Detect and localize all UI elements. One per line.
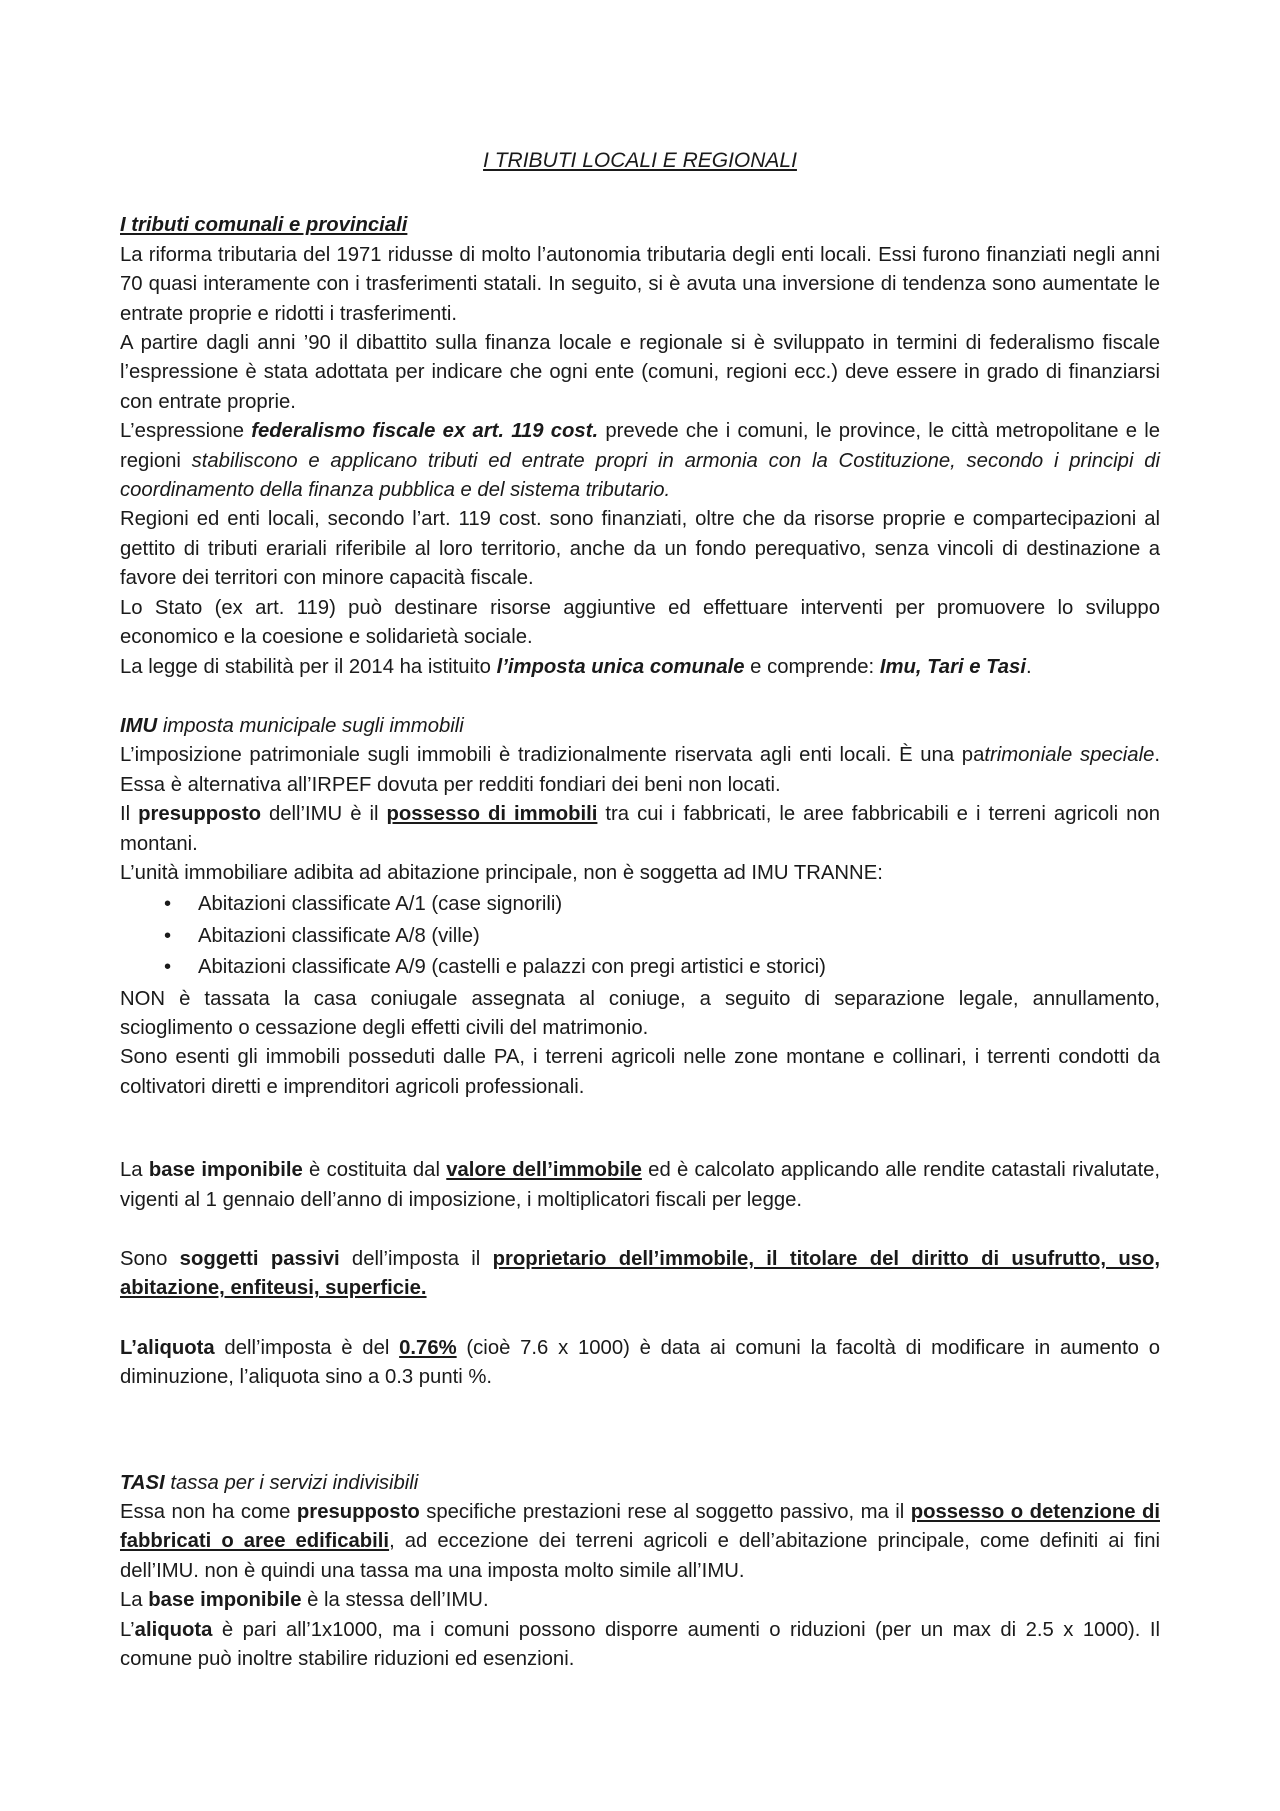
paragraph: La riforma tributaria del 1971 ridusse di molto l’autonomia tributaria degli enti locali. Essi furono finanziati negli anni 70 quasi interamente con i trasferimenti statali. In seguito, si è avuta una inversione di tendenza sono aumentate le entrate proprie e ridotti i trasferimenti. — [120, 243, 1160, 325]
list-item — [120, 953, 1160, 982]
text-run: L’espressione — [120, 420, 252, 443]
bold-text: aliquota — [134, 1618, 213, 1641]
text-run: è la stessa dell’IMU. — [301, 1589, 489, 1612]
bold-text: L’aliquota — [120, 1336, 215, 1359]
text-run: . — [1025, 655, 1032, 678]
text-run: ed è calcolato applicando alle rendite catastali rivalutate, vigenti al 1 gennaio dell’anno di imposizione, i moltiplicatori fiscali per legge. — [120, 1159, 1160, 1211]
bold-text: presupposto — [296, 1501, 420, 1524]
list-item-text: Abitazioni classificate A/8 (ville) — [198, 924, 480, 947]
text-run: La — [120, 1159, 149, 1182]
text-run: è costituita dal — [302, 1159, 447, 1182]
underlined-bold-text: valore dell’immobile — [446, 1159, 642, 1182]
paragraph — [120, 741, 1160, 800]
bullet-icon: • — [164, 956, 172, 979]
paragraph: Lo Stato (ex art. 119) può destinare risorse aggiuntive ed effettuare interventi per promuovere lo sviluppo economico e la coesione e solidarietà sociale. — [120, 596, 1160, 649]
paragraph — [120, 417, 1160, 505]
heading-italic: tassa per i servizi indivisibili — [164, 1471, 419, 1494]
section-heading-tributi-comunali: I tributi comunali e provinciali — [120, 214, 408, 237]
paragraph — [120, 800, 1160, 859]
emphasis-text: federalismo fiscale ex art. 119 cost. — [251, 420, 599, 443]
paragraph: A partire dagli anni ’90 il dibattito sulla finanza locale e regionale si è sviluppato in termini di federalismo fiscale l’espressione è stata adottata per indicare che ogni ente (comuni, regioni ecc.) deve essere in grado di finanziarsi con entrate proprie. — [120, 332, 1160, 413]
bold-text: soggetti passivi — [179, 1248, 340, 1270]
underlined-bold-text: proprietario dell’immobile, il titolare del diritto di usufrutto, uso, abitazione, enfiteusi, superficie. — [120, 1248, 1161, 1300]
list-item-text: Abitazioni classificate A/9 (castelli e palazzi con pregi artistici e storici) — [198, 956, 826, 979]
paragraph: Sono esenti gli immobili posseduti dalle PA, i terreni agricoli nelle zone montane e collinari, i terrenti condotti da coltivatori diretti e imprenditori agricoli professionali. — [120, 1046, 1160, 1098]
bullet-list — [120, 890, 1160, 982]
list-item-text: Abitazioni classificate A/1 (case signorili) — [198, 893, 563, 916]
document-title: I TRIBUTI LOCALI E REGIONALI — [483, 149, 797, 172]
list-item — [120, 922, 1160, 951]
bold-text: presupposto — [138, 803, 261, 826]
paragraph — [120, 1334, 1160, 1393]
bullet-icon: • — [164, 924, 172, 947]
bold-text: base imponibile — [148, 1159, 303, 1182]
text-run: dell’imposta è del — [214, 1336, 400, 1359]
heading-bold: TASI — [120, 1471, 165, 1494]
bold-text: base imponibile — [148, 1589, 302, 1612]
paragraph — [120, 1616, 1160, 1675]
emphasis-text: l’imposta unica comunale — [496, 655, 745, 678]
text-run: . Essa è alternativa all’IRPEF dovuta per redditi fondiari dei beni non locati. — [120, 744, 1161, 796]
text-run: Essa non ha come — [120, 1501, 297, 1524]
paragraph: Regioni ed enti locali, secondo l’art. 119 cost. sono finanziati, oltre che da risorse proprie e compartecipazioni al gettito di tributi erariali riferibile al loro territorio, anche da un fondo perequativo, senza vincoli di destinazione a favore dei territori con minore capacità fiscale. — [120, 508, 1160, 590]
paragraph — [120, 653, 1160, 682]
paragraph — [120, 1156, 1160, 1215]
list-item — [120, 890, 1160, 919]
text-run: , ad eccezione dei terreni agricoli e dell’abitazione principale, come definiti ai fini dell’IMU. non è quindi una tassa ma una imposta molto simile all’IMU. — [120, 1530, 1160, 1582]
text-run: specifiche prestazioni rese al soggetto passivo, ma il — [419, 1501, 911, 1524]
paragraph — [120, 1586, 1160, 1615]
text-run: dell’imposta il — [339, 1248, 493, 1270]
text-run: Sono — [120, 1248, 180, 1270]
paragraph: NON è tassata la casa coniugale assegnata al coniuge, a seguito di separazione legale, annullamento, scioglimento o cessazione degli effetti civili del matrimonio. — [120, 987, 1160, 1039]
emphasis-text: Imu, Tari e Tasi — [879, 655, 1026, 678]
text-run: Il — [120, 803, 139, 826]
underlined-bold-text: 0.76% — [399, 1336, 457, 1359]
section-heading-tasi — [120, 1469, 1160, 1498]
italic-text: trimoniale speciale — [984, 744, 1155, 767]
text-run: La — [120, 1589, 149, 1612]
bullet-icon: • — [164, 893, 172, 916]
paragraph — [120, 1245, 1160, 1304]
paragraph — [120, 1498, 1160, 1586]
heading-italic: imposta municipale sugli immobili — [157, 714, 464, 737]
italic-text: stabiliscono e applicano tributi ed entrate propri in armonia con la Costituzione, secondo i principi di coordinamento della finanza pubblica e del sistema tributario. — [120, 449, 1160, 502]
underlined-bold-text: possesso di immobili — [386, 803, 598, 826]
text-run: L’ — [120, 1618, 135, 1641]
underlined-bold-text: possesso o detenzione di fabbricati o aree edificabili — [120, 1501, 1160, 1553]
document-body — [120, 146, 1160, 1674]
text-run: La legge di stabilità per il 2014 ha istituito — [120, 655, 497, 678]
section-heading-imu — [120, 712, 1160, 741]
paragraph: L’unità immobiliare adibita ad abitazione principale, non è soggetta ad IMU TRANNE: — [120, 861, 883, 884]
text-run: è pari all’1x1000, ma i comuni possono disporre aumenti o riduzioni (per un max di 2.5 x 1000). Il comune può inoltre stabilire riduzioni ed esenzioni. — [120, 1618, 1160, 1671]
text-run: L’imposizione patrimoniale sugli immobili è tradizionalmente riservata agli enti locali. È una pa — [120, 744, 985, 767]
text-run: (cioè 7.6 x 1000) è data ai comuni la facoltà di modificare in aumento o diminuzione, l’aliquota sino a 0.3 punti %. — [120, 1336, 1160, 1389]
text-run: tra cui i fabbricati, le aree fabbricabili e i terreni agricoli non montani. — [120, 803, 1160, 855]
text-run: e comprende: — [744, 655, 880, 678]
heading-bold: IMU — [120, 714, 158, 737]
text-run: prevede che i comuni, le province, le città metropolitane e le regioni — [120, 420, 1160, 472]
text-run: dell’IMU è il — [260, 803, 387, 826]
